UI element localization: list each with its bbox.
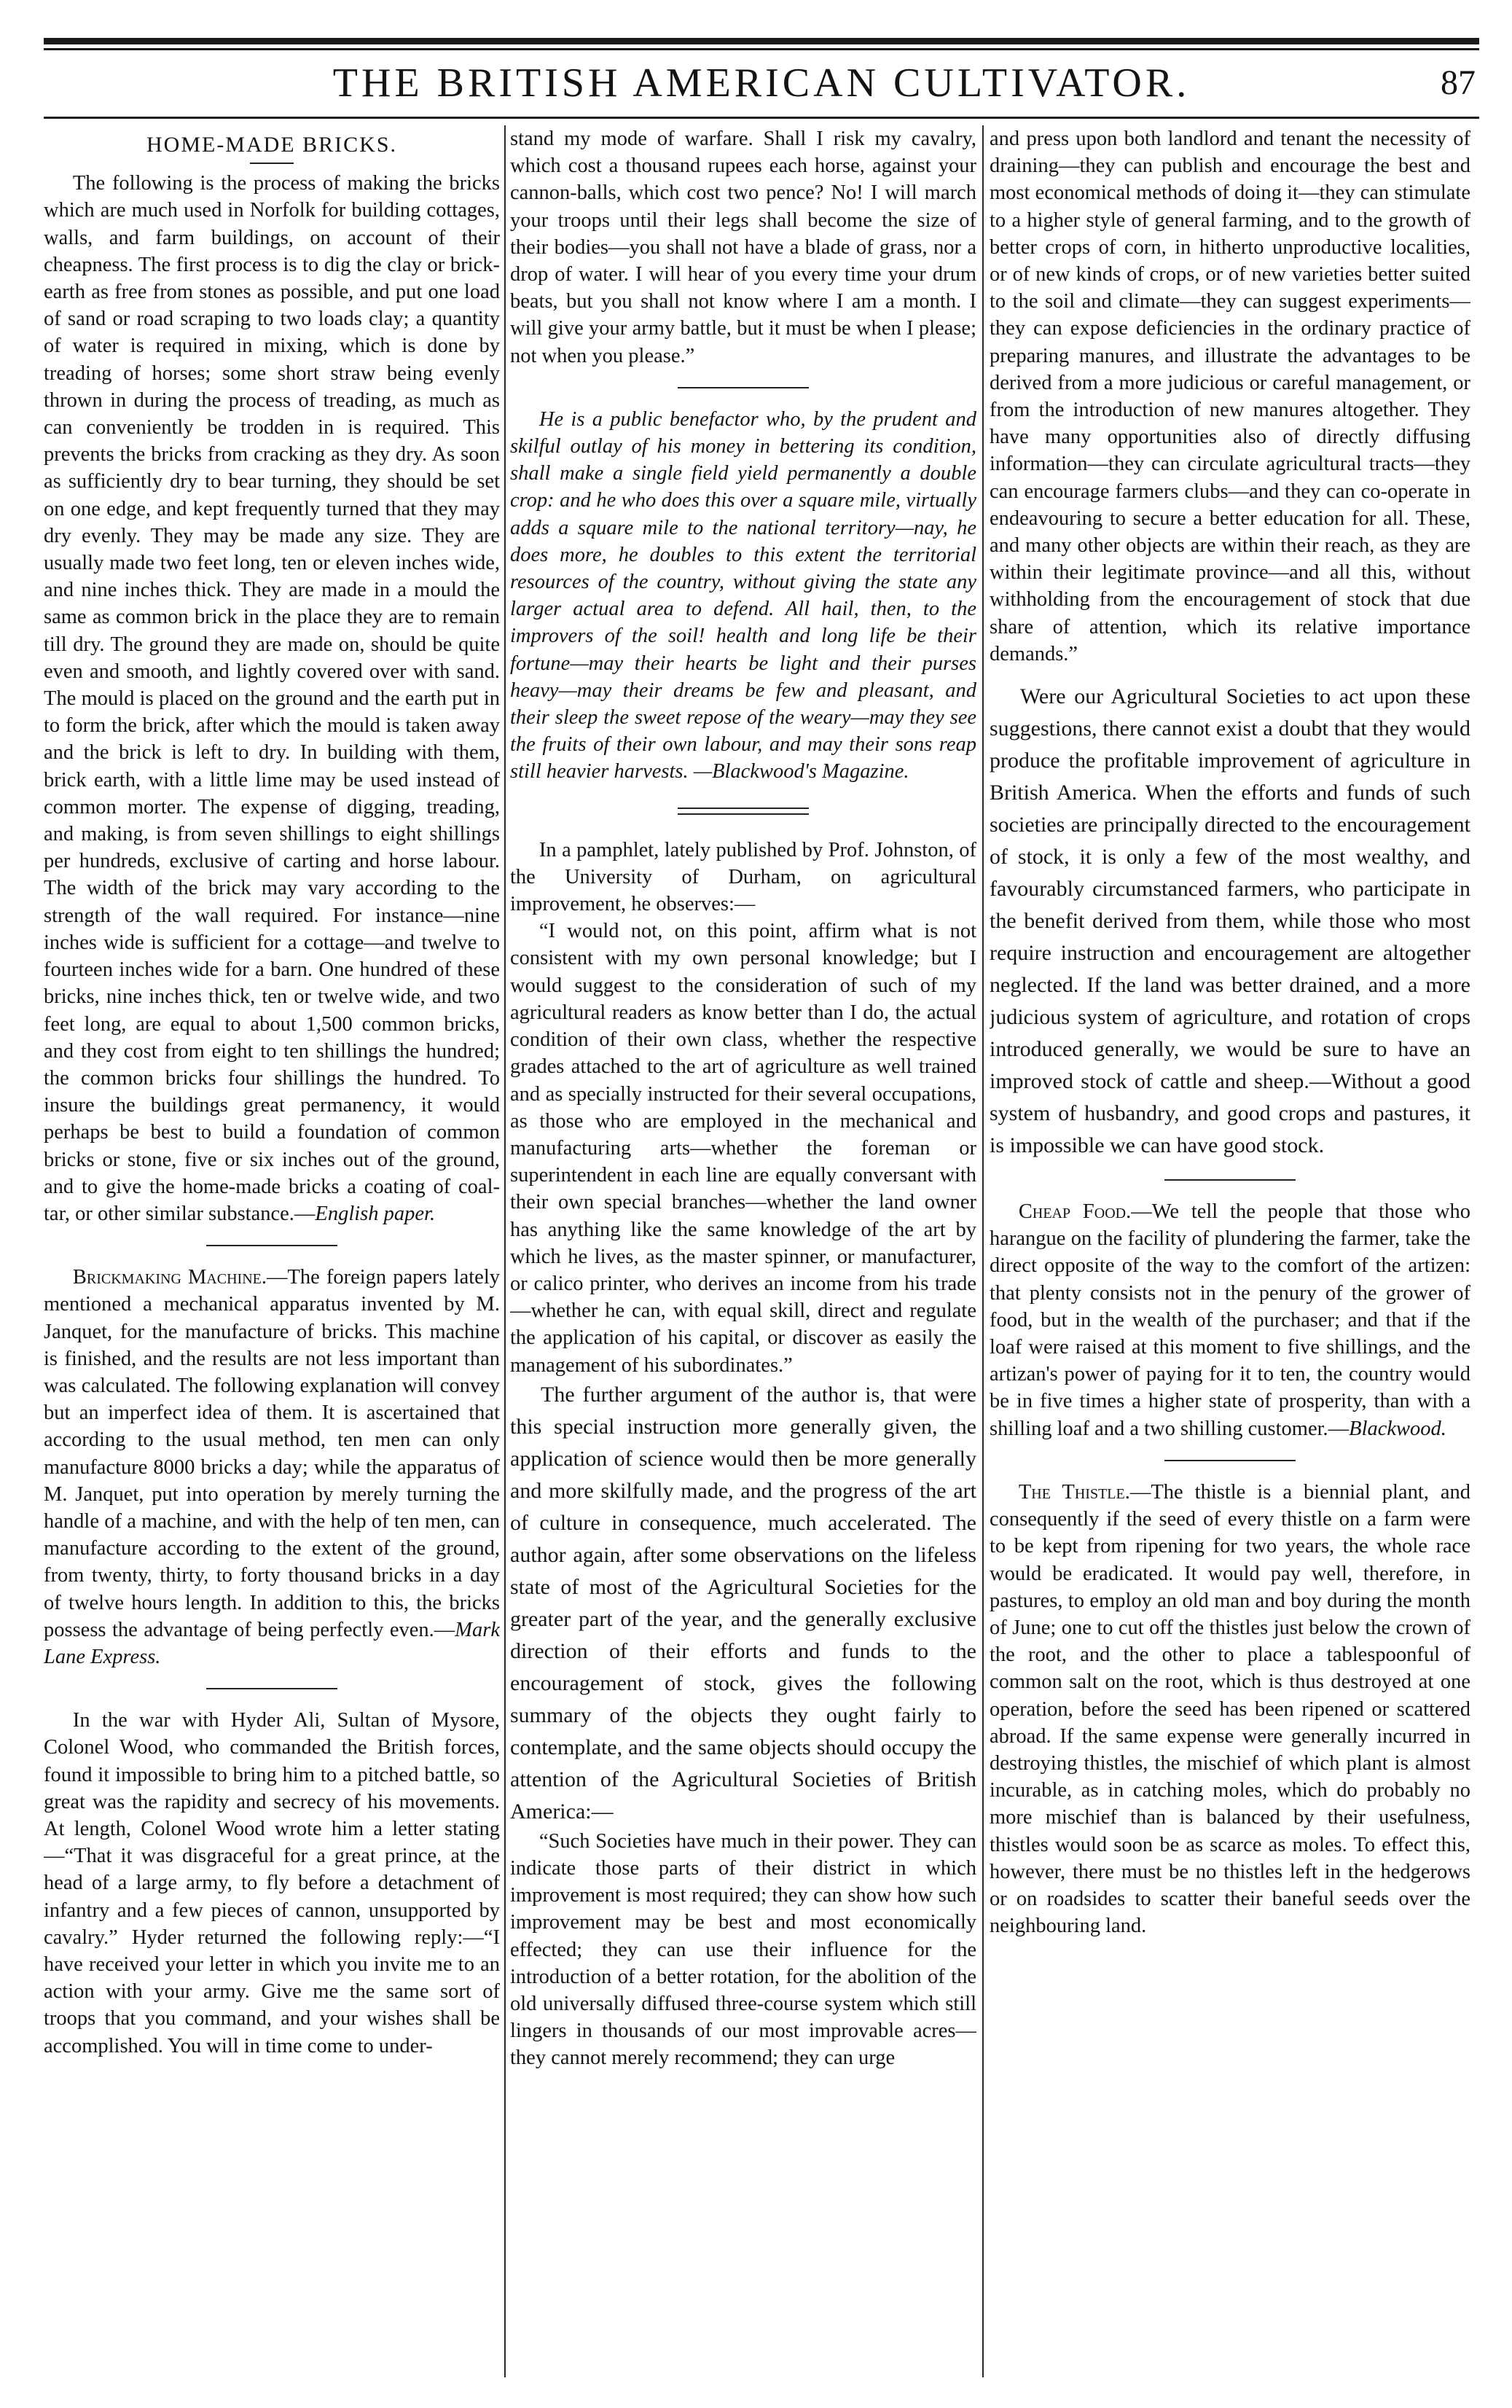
article-separator <box>206 1688 337 1689</box>
article-paragraph: The Thistle.—The thistle is a biennial plant, and consequently if the seed of every thistle on a farm were to be kept from ripening for two years, the whole race would be eradicated. It would pay well, therefore, in pastures, to employ an old man and boy during the month of June; one to cut off the thistles just below the crown of the root, and the other to place a tablespoonful of common salt on the root, which is thus destroyed at one operation, before the seed has been ripened or scattered abroad. If the same expense were generally incurred in destroying thistles, the mischief of which plant is almost incurable, as in catching moles, which do probably no more mischief than is balanced by their usefulness, thistles would soon be as scarce as moles. To effect this, however, there must be no thistles left in the hedgerows or on roadsides to scatter their baneful seeds over the neighbouring land. <box>990 1480 1470 1938</box>
column-divider <box>504 125 506 2377</box>
article-separator <box>678 387 809 388</box>
top-thin-rule <box>44 48 1479 50</box>
article-paragraph: Cheap Food.—We tell the people that those who harangue on the facility of plundering the farmer, take the direct opposite of the way to the comfort of the artizen: that plenty consists not in the penury of the grower of food, but in the wealth of the purchaser; and that if the loaf were raised at this moment to five shillings, and the artizan's power of paying for it to ten, the country would be in five times a higher state of prosperity, than with a shilling loaf and a two shilling customer.—Blackwood. <box>990 1200 1470 1440</box>
article-paragraph: The following is the process of making the bricks which are much used in Norfolk for building cottages, walls, and farm buildings, on account of their cheapness. The first process is to dig the clay or brick-earth as free from stones as possible, and put one load of sand or road scraping to two loads clay; a quantity of water is required in mixing, which is done by treading of horses; some short straw being evenly thrown in during the process of treading, as much as can conveniently be trodden in is required. This prevents the bricks from cracking as they dry. As soon as sufficiently dry to bear turning, they should be set on one edge, and kept frequently turned that they may dry evenly. They may be made any size. They are usually made two feet long, ten or eleven inches wide, and nine inches thick. They are made in a mould the same as common brick in the place they are to remain till dry. The ground they are made on, should be quite even and smooth, and lightly covered over with sand. The mould is placed on the ground and the earth put in to form the brick, after which the mould is taken away and the brick is left to dry. In building with them, brick earth, with a little lime may be used instead of common morter. The expense of digging, treading, and making, is from seven shillings to eight shillings per hundreds, exclusive of carting and horse labour. The width of the brick may vary according to the strength of the wall required. For instance—nine inches wide is sufficient for a cottage—and twelve to fourteen inches wide for a barn. One hundred of these bricks, nine inches thick, ten or twelve wide, and two feet long, are equal to about 1,500 common bricks, and they cost from eight to ten shillings the hundred; the common bricks four shillings the hundred. To insure the buildings great permanency, it would perhaps be best to build a foundation of common bricks or stone, five or six inches out of the ground, and to give the home-made bricks a coating of coal-tar, or other similar substance.—English paper. <box>44 172 500 1225</box>
quote-paragraph: “I would not, on this point, affirm what is not consistent with my own personal knowledge; but I would suggest to the consideration of such of my agricultural readers as know better than I do, the actual condition of their own class, whether the respective grades attached to the art of agriculture as well trained and as specially instructed for their several occupations, as those who are employed in the mechanical and manufacturing arts—whether the foreman or superintendent in each line are equally conversant with their own special branches—whether the land owner has anything like the same knowledge of the art by which he lives, as the master spinner, or manufacturer, or calico printer, who derives an income from his trade—whether he can, with equal skill, direct and regulate the application of his capital, or discover as easily the management of his subordinates.” <box>510 920 976 1377</box>
article-heading: HOME-MADE BRICKS. <box>146 133 398 157</box>
page-number: 87 <box>1441 63 1476 102</box>
column-1 <box>44 125 500 2377</box>
article-separator <box>206 1245 337 1246</box>
heading-dash <box>250 163 294 164</box>
run-in-heading: Brickmaking Machine. <box>72 1266 267 1289</box>
quote-paragraph: and press upon both landlord and tenant the necessity of draining—they can publish and encourage the best and most economical methods of doing it—they can stimulate to a higher style of general farming, and to the growth of better crops of corn, in hitherto unproductive localities, or of new kinds of crops, or of new varieties better suited to the soil and climate—they can suggest experiments—they can expose deficiencies in the ordinary practice of preparing manures, and illustrate the advantages to be derived from a more judicious or careful management, or from the introduction of new manures altogether. They have many opportunities also of directly diffusing information—they can circulate agricultural tracts—they can encourage farmers clubs—and they can co-operate in endeavouring to secure a better education for all. These, and many other objects are within their reach, as they are within their legitimate province—and all this, without withholding from the encouragement of stock that due share of attention, which its relative importance demands.” <box>990 128 1470 665</box>
article-paragraph: Brickmaking Machine.—The foreign papers lately mentioned a mechanical apparatus invented by M. Janquet, for the manufacture of bricks. This machine is finished, and the results are not less important than was calculated. The following explanation will convey but an imperfect idea of them. It is ascertained that according to the usual method, ten men can only manufacture 8000 bricks a day; while the apparatus of M. Janquet, put into operation by merely turning the handle of a machine, and with the help of ten men, can manufacture according to the extent of the ground, from twenty, thirty, to forty thousand bricks in a day of twelve hours length. In addition to this, the bricks possess the advantage of being perfectly even.—Mark Lane Express. <box>44 1266 500 1668</box>
article-separator <box>678 808 809 815</box>
article-paragraph: Were our Agricultural Societies to act upon these suggestions, there cannot exist a doubt that they would produce the profitable improvement of agriculture in British America. When the efforts and funds of such societies are principally directed to the encouragement of stock, it is only a few of the most wealthy, and favourably circumstanced farmers, who participate in the benefit derived from them, while those who most require instruction and encouragement are altogether neglected. If the land was better drained, and a more judicious system of agriculture, and rotation of crops introduced generally, we would be sure to have an improved stock of cattle and sheep.—Without a good system of husbandry, and good crops and pastures, it is impossible we can have good stock. <box>990 684 1470 1158</box>
article-paragraph: In the war with Hyder Ali, Sultan of Mysore, Colonel Wood, who commanded the British forces, found it impossible to bring him to a pitched battle, so great was the rapidity and secrecy of his movements. At length, Colonel Wood wrote him a letter stating—“That it was disgraceful for a great prince, at the head of a large army, to fly before a detachment of infantry and a few pieces of cannon, unsupported by cavalry.” Hyder returned the following reply:—“I have received your letter in which you invite me to an action with your army. Give me the same sort of troops that you command, and your wishes shall be accomplished. You will in time come to under- <box>44 1709 500 2057</box>
quote-paragraph: “Such Societies have much in their power. They can indicate those parts of their district in which improvement is most required; they can show how such improvement may be best and most economically effected; they can use their influence for the introduction of a better rotation, for the abolition of the old universally diffused three-course system which still lingers in thousands of our most improvable acres—they cannot merely recommend; they can urge <box>510 1829 976 2070</box>
article-separator <box>1164 1179 1296 1181</box>
article-paragraph: stand my mode of warfare. Shall I risk my cavalry, which cost a thousand rupees each horse, against your cannon-balls, which cost two pence? No! I will march your troops until their legs shall become the size of their bodies—you shall not have a blade of grass, nor a drop of water. I will hear of you every time your drum beats, but you shall not know where I am a month. I will give your army battle, but it must be when I please; not when you please.” <box>510 128 976 367</box>
article-source: English paper. <box>315 1202 436 1225</box>
article-source: Blackwood. <box>1349 1417 1446 1440</box>
column-3 <box>990 125 1470 2377</box>
column-2 <box>510 125 976 2377</box>
column-divider <box>982 125 984 2377</box>
masthead-underline <box>44 117 1479 119</box>
article-source: Blackwood's Magazine. <box>712 760 909 783</box>
top-thick-rule <box>44 38 1479 44</box>
article-paragraph: He is a public benefactor who, by the prudent and skilful outlay of his money in bettering its condition, shall make a single field yield permanently a double crop: and he who does this over a square mile, virtually adds a square mile to the national territory—nay, he does more, he doubles to this extent the territorial resources of the country, without giving the state any larger actual area to defend. All hail, then, to the improvers of the soil! health and long life be their fortune—may their hearts be light and their purses heavy—may their dreams be few and pleasant, and their sleep the sweet repose of the weary—may they see the fruits of their own labour, and may their sons reap still heavier harvests. —Blackwood's Magazine. <box>510 407 976 783</box>
masthead-title: THE BRITISH AMERICAN CULTIVATOR. <box>332 60 1191 106</box>
run-in-heading: The Thistle. <box>1018 1480 1130 1504</box>
run-in-heading: Cheap Food. <box>1018 1200 1132 1224</box>
article-source: Mark Lane Express. <box>44 1618 500 1668</box>
article-paragraph: In a pamphlet, lately published by Prof. Johnston, of the University of Durham, on agricultural improvement, he observes:— <box>510 838 976 916</box>
article-paragraph: The further argument of the author is, that were this special instruction more generally given, the application of science would then be more generally and more skilfully made, and the progress of the art of culture in consequence, much accelerated. The author again, after some observations on the lifeless state of most of the Agricultural Societies for the greater part of the year, and the generally exclusive direction of their efforts and funds to the encouragement of stock, gives the following summary of the objects they ought fairly to contemplate, and the same objects should occupy the attention of the Agricultural Societies of British America:— <box>510 1382 976 1823</box>
article-separator <box>1164 1460 1296 1461</box>
